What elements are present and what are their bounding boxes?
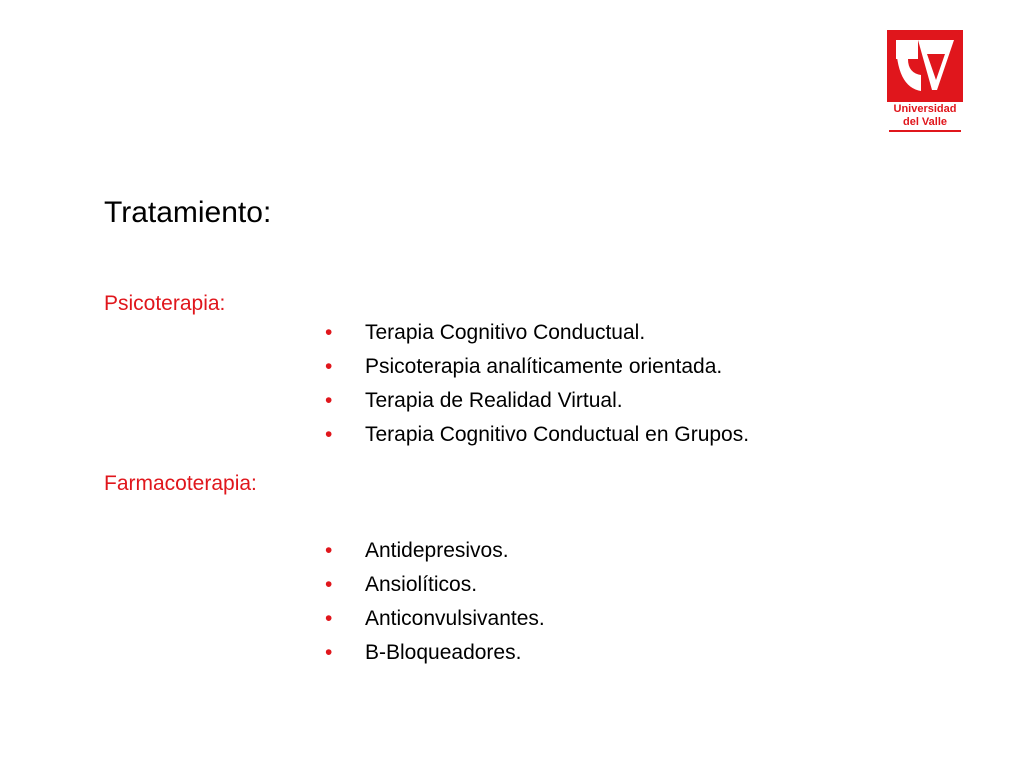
- bullet-icon: •: [325, 539, 333, 562]
- list-item-text: Psicoterapia analíticamente orientada.: [365, 355, 723, 378]
- bullet-icon: •: [325, 573, 333, 596]
- bullet-icon: •: [325, 355, 333, 378]
- bullet-icon: •: [325, 321, 333, 344]
- bullet-icon: •: [325, 607, 333, 630]
- university-logo-emblem: [887, 30, 963, 102]
- list-item-text: Terapia Cognitivo Conductual en Grupos.: [365, 423, 750, 446]
- list-item-text: Ansiolíticos.: [365, 573, 478, 596]
- bullet-icon: •: [325, 423, 333, 446]
- section-label-farmacoterapia: Farmacoterapia:: [104, 472, 257, 495]
- logo-underline: [889, 130, 961, 132]
- list-item-text: Terapia Cognitivo Conductual.: [365, 321, 646, 344]
- slide-title: Tratamiento:: [104, 196, 272, 229]
- list-item-text: Terapia de Realidad Virtual.: [365, 389, 623, 412]
- logo-text-line1: Universidad: [893, 103, 957, 115]
- list-item-text: B-Bloqueadores.: [365, 641, 522, 664]
- bullet-icon: •: [325, 389, 333, 412]
- list-item-text: Antidepresivos.: [365, 539, 509, 562]
- university-logo: [887, 30, 963, 134]
- bullet-icon: •: [325, 641, 333, 664]
- list-item-text: Anticonvulsivantes.: [365, 607, 545, 630]
- section-label-psicoterapia: Psicoterapia:: [104, 292, 226, 315]
- logo-text-line2: del Valle: [902, 116, 948, 128]
